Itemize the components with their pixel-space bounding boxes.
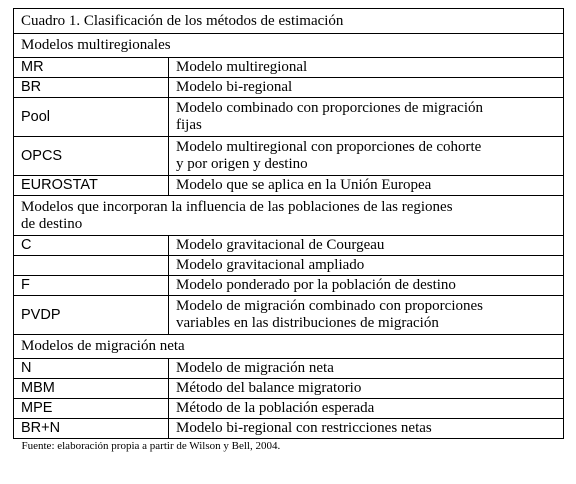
table-row xyxy=(14,137,564,176)
table-row xyxy=(14,256,564,276)
table-row xyxy=(14,399,564,419)
section-heading-destination-influence: Modelos que incorporan la influencia de las poblaciones de las regiones de destino xyxy=(14,196,564,236)
method-description: Método de la población esperada xyxy=(169,399,564,419)
section-heading-row xyxy=(14,335,564,359)
method-description: Modelo de migración combinado con proporciones variables en las distribuciones de migración xyxy=(169,296,564,335)
table-row xyxy=(14,276,564,296)
classification-table-document xyxy=(13,8,564,452)
method-description: Modelo de migración neta xyxy=(169,359,564,379)
method-code xyxy=(14,256,169,276)
footnote-row xyxy=(14,439,564,453)
method-code: OPCS xyxy=(14,137,169,176)
method-description: Modelo multiregional xyxy=(169,58,564,78)
method-description: Modelo gravitacional ampliado xyxy=(169,256,564,276)
table-row xyxy=(14,78,564,98)
method-code: F xyxy=(14,276,169,296)
table-row xyxy=(14,58,564,78)
method-code: MBM xyxy=(14,379,169,399)
method-code: N xyxy=(14,359,169,379)
method-code: MPE xyxy=(14,399,169,419)
table-row xyxy=(14,419,564,439)
table-title-row xyxy=(14,9,564,34)
section-heading-net-migration: Modelos de migración neta xyxy=(14,335,564,359)
table-row xyxy=(14,379,564,399)
method-code: PVDP xyxy=(14,296,169,335)
table-row xyxy=(14,98,564,137)
table-row xyxy=(14,296,564,335)
method-description: Modelo bi-regional con restricciones netas xyxy=(169,419,564,439)
table-footnote: Fuente: elaboración propia a partir de Wilson y Bell, 2004. xyxy=(21,440,281,452)
method-description: Modelo gravitacional de Courgeau xyxy=(169,236,564,256)
table-row xyxy=(14,359,564,379)
method-code: BR xyxy=(14,78,169,98)
method-code: Pool xyxy=(14,98,169,137)
method-code: BR+N xyxy=(14,419,169,439)
method-code: EUROSTAT xyxy=(14,176,169,196)
methods-table xyxy=(13,8,564,452)
section-heading-row xyxy=(14,34,564,58)
section-heading-multiregional: Modelos multiregionales xyxy=(14,34,564,58)
table-title: Cuadro 1. Clasificación de los métodos de estimación xyxy=(14,9,564,34)
table-row xyxy=(14,176,564,196)
method-description: Modelo bi-regional xyxy=(169,78,564,98)
method-description: Modelo multiregional con proporciones de cohorte y por origen y destino xyxy=(169,137,564,176)
section-heading-row xyxy=(14,196,564,236)
method-description: Modelo combinado con proporciones de migración fijas xyxy=(169,98,564,137)
method-description: Modelo que se aplica en la Unión Europea xyxy=(169,176,564,196)
method-description: Método del balance migratorio xyxy=(169,379,564,399)
method-description: Modelo ponderado por la población de destino xyxy=(169,276,564,296)
method-code: C xyxy=(14,236,169,256)
method-code: MR xyxy=(14,58,169,78)
table-row xyxy=(14,236,564,256)
